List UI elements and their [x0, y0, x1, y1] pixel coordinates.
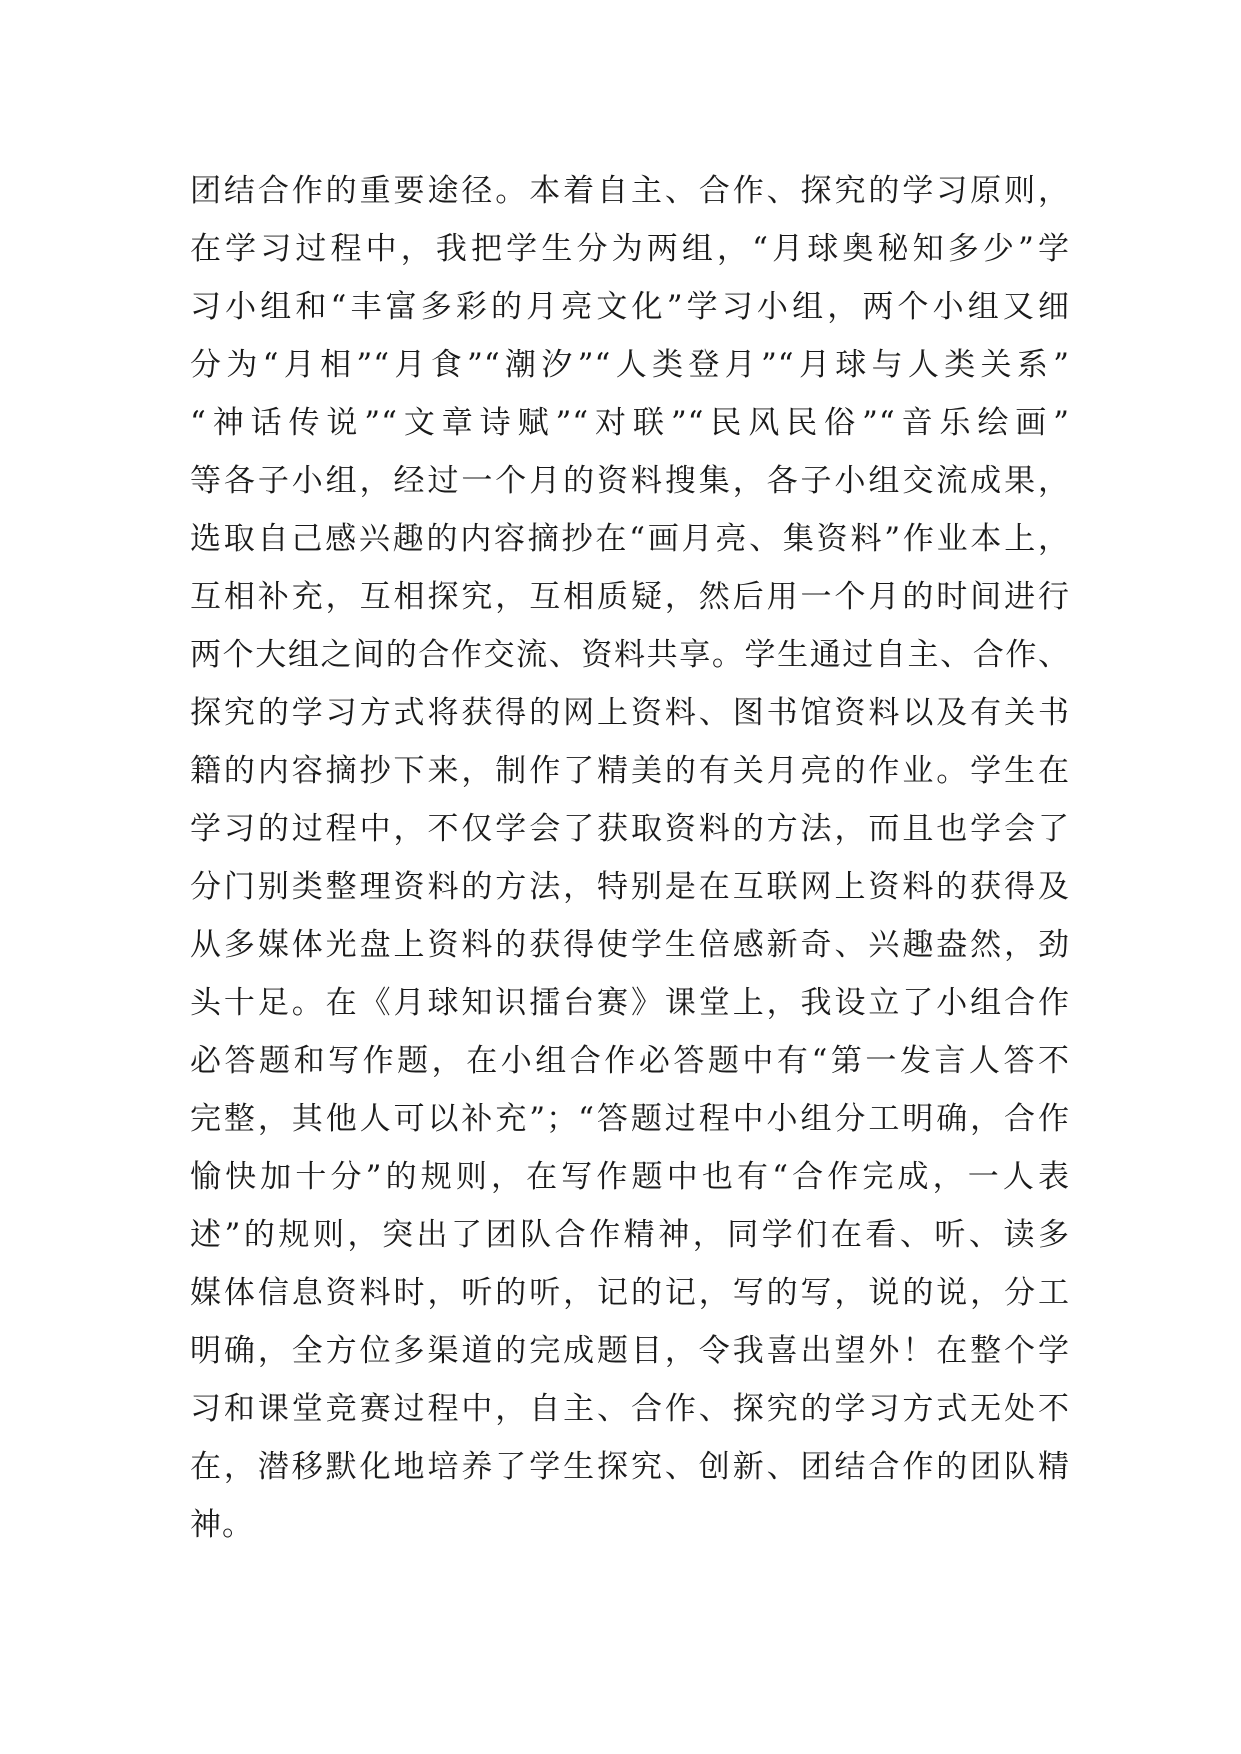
- text-line: 籍的内容摘抄下来，制作了精美的有关月亮的作业。学生在: [190, 753, 1070, 789]
- text-line: 选取自己感兴趣的内容摘抄在“画月亮、集资料”作业本上，: [190, 521, 1070, 557]
- text-line: 媒体信息资料时，听的听，记的记，写的写，说的说，分工: [190, 1275, 1070, 1311]
- text-line: 团结合作的重要途径。本着自主、合作、探究的学习原则，: [190, 173, 1070, 209]
- text-line: “神话传说”“文章诗赋”“对联”“民风民俗”“音乐绘画”: [190, 405, 1070, 441]
- text-line: 在学习过程中，我把学生分为两组，“月球奥秘知多少”学: [190, 231, 1070, 267]
- text-line: 学习的过程中，不仅学会了获取资料的方法，而且也学会了: [190, 811, 1070, 847]
- text-line: 两个大组之间的合作交流、资料共享。学生通过自主、合作、: [190, 637, 1070, 673]
- text-line: 神。: [190, 1507, 254, 1543]
- text-line: 习小组和“丰富多彩的月亮文化”学习小组，两个小组又细: [190, 289, 1070, 325]
- text-line: 完整，其他人可以补充”；“答题过程中小组分工明确，合作: [190, 1101, 1070, 1137]
- text-line: 等各子小组，经过一个月的资料搜集，各子小组交流成果，: [190, 463, 1070, 499]
- text-line: 必答题和写作题，在小组合作必答题中有“第一发言人答不: [190, 1043, 1070, 1079]
- text-line: 分门别类整理资料的方法，特别是在互联网上资料的获得及: [190, 869, 1070, 905]
- body-paragraph: [190, 162, 1070, 1554]
- text-line: 头十足。在《月球知识擂台赛》课堂上，我设立了小组合作: [190, 985, 1070, 1021]
- text-line: 从多媒体光盘上资料的获得使学生倍感新奇、兴趣盎然，劲: [190, 927, 1070, 963]
- text-line: 愉快加十分”的规则，在写作题中也有“合作完成，一人表: [190, 1159, 1070, 1195]
- text-line: 分为“月相”“月食”“潮汐”“人类登月”“月球与人类关系”: [190, 347, 1070, 383]
- text-line: 探究的学习方式将获得的网上资料、图书馆资料以及有关书: [190, 695, 1070, 731]
- text-line: 互相补充，互相探究，互相质疑，然后用一个月的时间进行: [190, 579, 1070, 615]
- text-line: 习和课堂竞赛过程中，自主、合作、探究的学习方式无处不: [190, 1391, 1070, 1427]
- text-line: 在，潜移默化地培养了学生探究、创新、团结合作的团队精: [190, 1449, 1070, 1485]
- text-line: 述”的规则，突出了团队合作精神，同学们在看、听、读多: [190, 1217, 1070, 1253]
- text-line: 明确，全方位多渠道的完成题目，令我喜出望外！在整个学: [190, 1333, 1070, 1369]
